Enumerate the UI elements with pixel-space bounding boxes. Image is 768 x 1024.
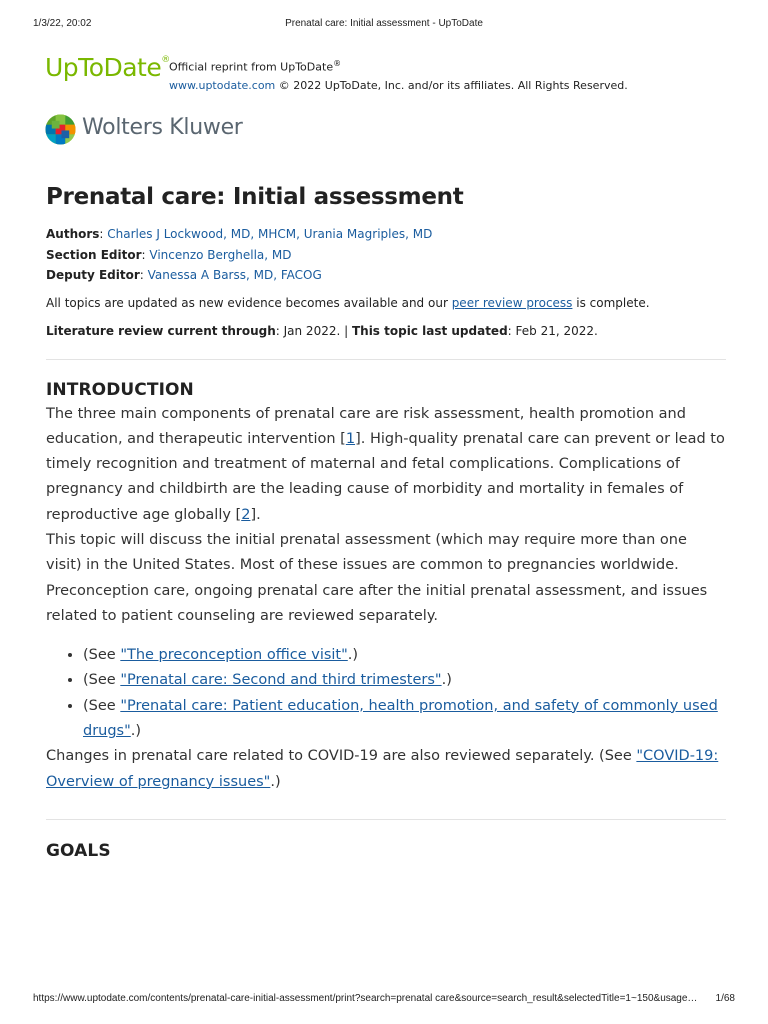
list-item — [83, 694, 726, 745]
goals-heading: GOALS — [46, 840, 111, 861]
article — [46, 180, 726, 863]
page-number: 1/68 — [715, 993, 735, 1004]
divider — [46, 819, 726, 820]
reprint-registered: ® — [333, 59, 342, 68]
lit-review-label: Literature review current through — [46, 323, 276, 338]
intro-p3-end: .) — [270, 773, 281, 790]
print-url: https://www.uptodate.com/contents/prenatal-care-initial-assessment/print?search=prenatal care&source=search_result&selectedTitle=1~150&usage… — [33, 993, 698, 1004]
see-prefix: (See — [83, 647, 121, 664]
article-title: Prenatal care: Initial assessment — [46, 184, 464, 210]
print-footer — [0, 993, 768, 1007]
update-note-text: All topics are updated as new evidence becomes available and our — [46, 295, 452, 310]
brand-row — [45, 52, 735, 92]
covid-pregnancy-link[interactable]: "COVID-19: Overview of pregnancy issues" — [46, 748, 719, 790]
see-prefix: (See — [83, 672, 121, 689]
section-editor-label: Section Editor — [46, 247, 142, 262]
divider — [46, 359, 726, 360]
last-updated-label: This topic last updated — [351, 323, 508, 338]
reference-link-2[interactable]: 2 — [241, 506, 251, 523]
list-item — [83, 643, 726, 668]
deputy-editor-link[interactable]: Vanessa A Barss, MD, FACOG — [147, 268, 322, 282]
authors-label: Authors — [46, 227, 100, 241]
introduction-heading: INTRODUCTION — [46, 379, 194, 400]
see-suffix: .) — [130, 723, 142, 740]
last-updated-value: : Feb 21, 2022. — [507, 323, 598, 338]
authors-link[interactable]: Charles J Lockwood, MD, MHCM, Urania Magriples, MD — [107, 227, 433, 241]
uptodate-site-link[interactable]: www.uptodate.com — [169, 78, 276, 92]
article-contributors: Authors: Charles J Lockwood, MD, MHCM, Urania Magriples, MD Section Editor: Vincenzo Berghella, MD Deputy Editor: Vanessa A Barss, MD, FACOG — [46, 227, 433, 282]
publisher-name: Wolters Kluwer — [82, 115, 243, 140]
uptodate-logo-mark: ® — [161, 55, 170, 65]
preconception-visit-link[interactable]: "The preconception office visit" — [120, 647, 348, 664]
intro-paragraph-3 — [46, 744, 726, 795]
intro-paragraph-2: This topic will discuss the initial prenatal assessment (which may require more than one visit) in the United States. Most of these issues are common to pregnancies worldwide. Preconception care, ongoing prenatal care after the initial prenatal assessment, and issues related to patient counseling are reviewed separately. — [46, 531, 708, 624]
update-note-end: is complete. — [572, 295, 650, 310]
see-prefix: (See — [83, 697, 121, 714]
see-also-list — [46, 643, 726, 744]
lit-review-value: : Jan 2022. | — [275, 323, 352, 338]
see-suffix: .) — [441, 672, 452, 689]
section-editor-link[interactable]: Vincenzo Berghella, MD — [149, 247, 292, 262]
list-item — [83, 668, 726, 693]
intro-p1-text-a: The three main components of prenatal care are risk assessment, health promotion and education, and therapeutic intervention [ — [46, 405, 686, 447]
uptodate-logo-text: UpToDate — [45, 53, 162, 82]
wolters-kluwer-logo — [45, 113, 345, 147]
intro-p3-text: Changes in prenatal care related to COVID-19 are also reviewed separately. (See — [46, 748, 637, 765]
deputy-editor-label: Deputy Editor — [46, 268, 140, 282]
review-dates — [46, 321, 726, 341]
see-suffix: .) — [347, 647, 359, 664]
reprint-text: Official reprint from UpToDate — [169, 60, 334, 74]
intro-p1-text-b: ]. High-quality prenatal care can prevent or lead to timely recognition and treatment of maternal and fetal complications. Complications of pregnancy and childbirth are the leading cause of morbidity and mortality in females of reproductive age globally [ — [46, 430, 725, 523]
wolters-kluwer-globe-icon — [45, 114, 76, 145]
uptodate-logo[interactable] — [45, 53, 170, 82]
peer-review-link[interactable]: peer review process — [451, 295, 573, 310]
update-note — [46, 293, 726, 313]
second-third-trimesters-link[interactable]: "Prenatal care: Second and third trimesters" — [120, 672, 442, 689]
print-title: Prenatal care: Initial assessment - UpToDate — [285, 18, 483, 29]
reference-link-1[interactable]: 1 — [345, 430, 356, 447]
copyright-text: © 2022 UpToDate, Inc. and/or its affiliates. All Rights Reserved. — [275, 78, 628, 92]
print-date: 1/3/22, 20:02 — [33, 18, 92, 29]
patient-education-link[interactable]: "Prenatal care: Patient education, health promotion, and safety of commonly used drugs" — [83, 697, 718, 740]
reprint-notice — [169, 55, 628, 95]
intro-p1-text-c: ]. — [250, 506, 261, 523]
print-header — [0, 18, 768, 32]
intro-paragraph-1 — [46, 402, 726, 528]
